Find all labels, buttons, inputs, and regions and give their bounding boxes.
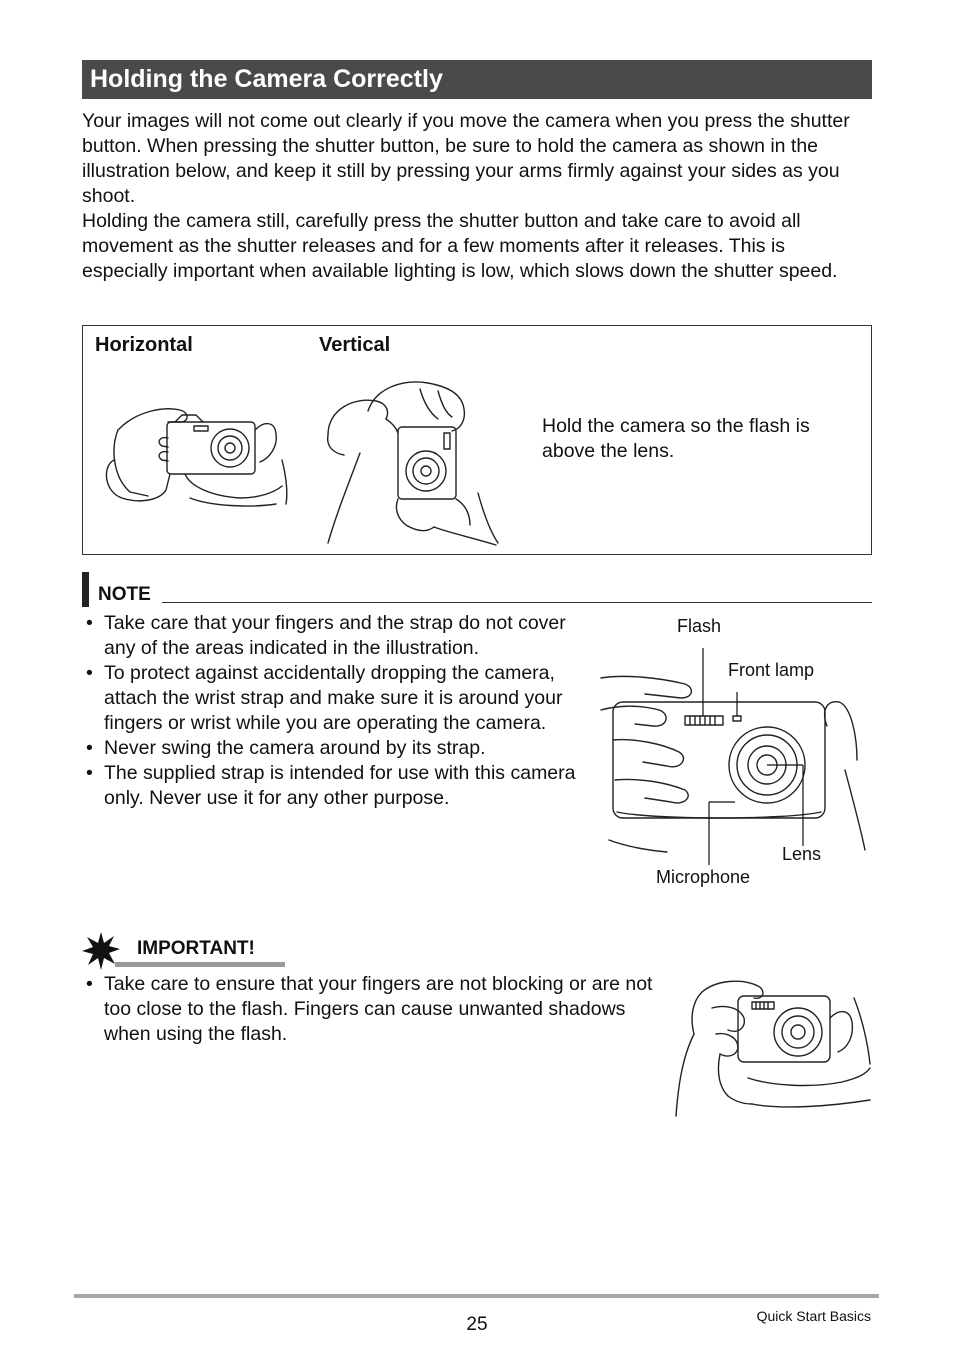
- note-divider: [162, 602, 872, 603]
- horizontal-grip-illustration: [100, 400, 290, 515]
- important-underline: [115, 962, 285, 967]
- note-label: NOTE: [98, 584, 151, 605]
- page-title: Holding the Camera Correctly: [82, 60, 872, 99]
- note-list: [82, 611, 587, 811]
- list-item: • Take care to ensure that your fingers are not blocking or are not too close to the flash. Fingers can cause unwanted shadows when using the flash.: [82, 972, 662, 1047]
- holding-instruction: Hold the camera so the flash is above the lens.: [542, 415, 810, 462]
- finger-near-flash-illustration: [672, 978, 872, 1118]
- page-number: 25: [466, 1314, 488, 1335]
- list-item: • The supplied strap is intended for use with this camera only. Never use it for any other purpose.: [82, 761, 587, 811]
- vertical-label: Vertical: [319, 334, 391, 356]
- list-item: • To protect against accidentally dropping the camera, attach the wrist strap and make sure it is around your fingers or wrist while you are operating the camera.: [82, 661, 587, 736]
- callout-flash: Flash: [677, 616, 722, 636]
- important-label: IMPORTANT!: [137, 938, 255, 959]
- callout-lens: Lens: [782, 844, 822, 864]
- list-item: • Take care that your fingers and the strap do not cover any of the areas indicated in the illustration.: [82, 611, 587, 661]
- intro-paragraph-1: Your images will not come out clearly if you move the camera when you press the shutter button. When pressing the shutter button, be sure to hold the camera as shown in the illustration below, and keep it still by pressing your arms firmly against your sides as you shoot.: [82, 110, 850, 207]
- intro-text: [82, 109, 872, 284]
- vertical-grip-illustration: [320, 375, 510, 550]
- intro-paragraph-2: Holding the camera still, carefully press the shutter button and take care to avoid all movement as the shutter releases and for a few moments after it releases. This is especially important when available lighting is low, which slows down the shutter speed.: [82, 210, 838, 282]
- callout-front-lamp: Front lamp: [728, 660, 815, 680]
- footer-divider: [74, 1294, 879, 1298]
- list-item: • Never swing the camera around by its strap.: [82, 736, 587, 761]
- section-name: Quick Start Basics: [756, 1308, 871, 1324]
- horizontal-label: Horizontal: [95, 334, 193, 356]
- callout-microphone: Microphone: [656, 867, 751, 887]
- important-list: [82, 972, 662, 1047]
- note-marker: [82, 572, 89, 607]
